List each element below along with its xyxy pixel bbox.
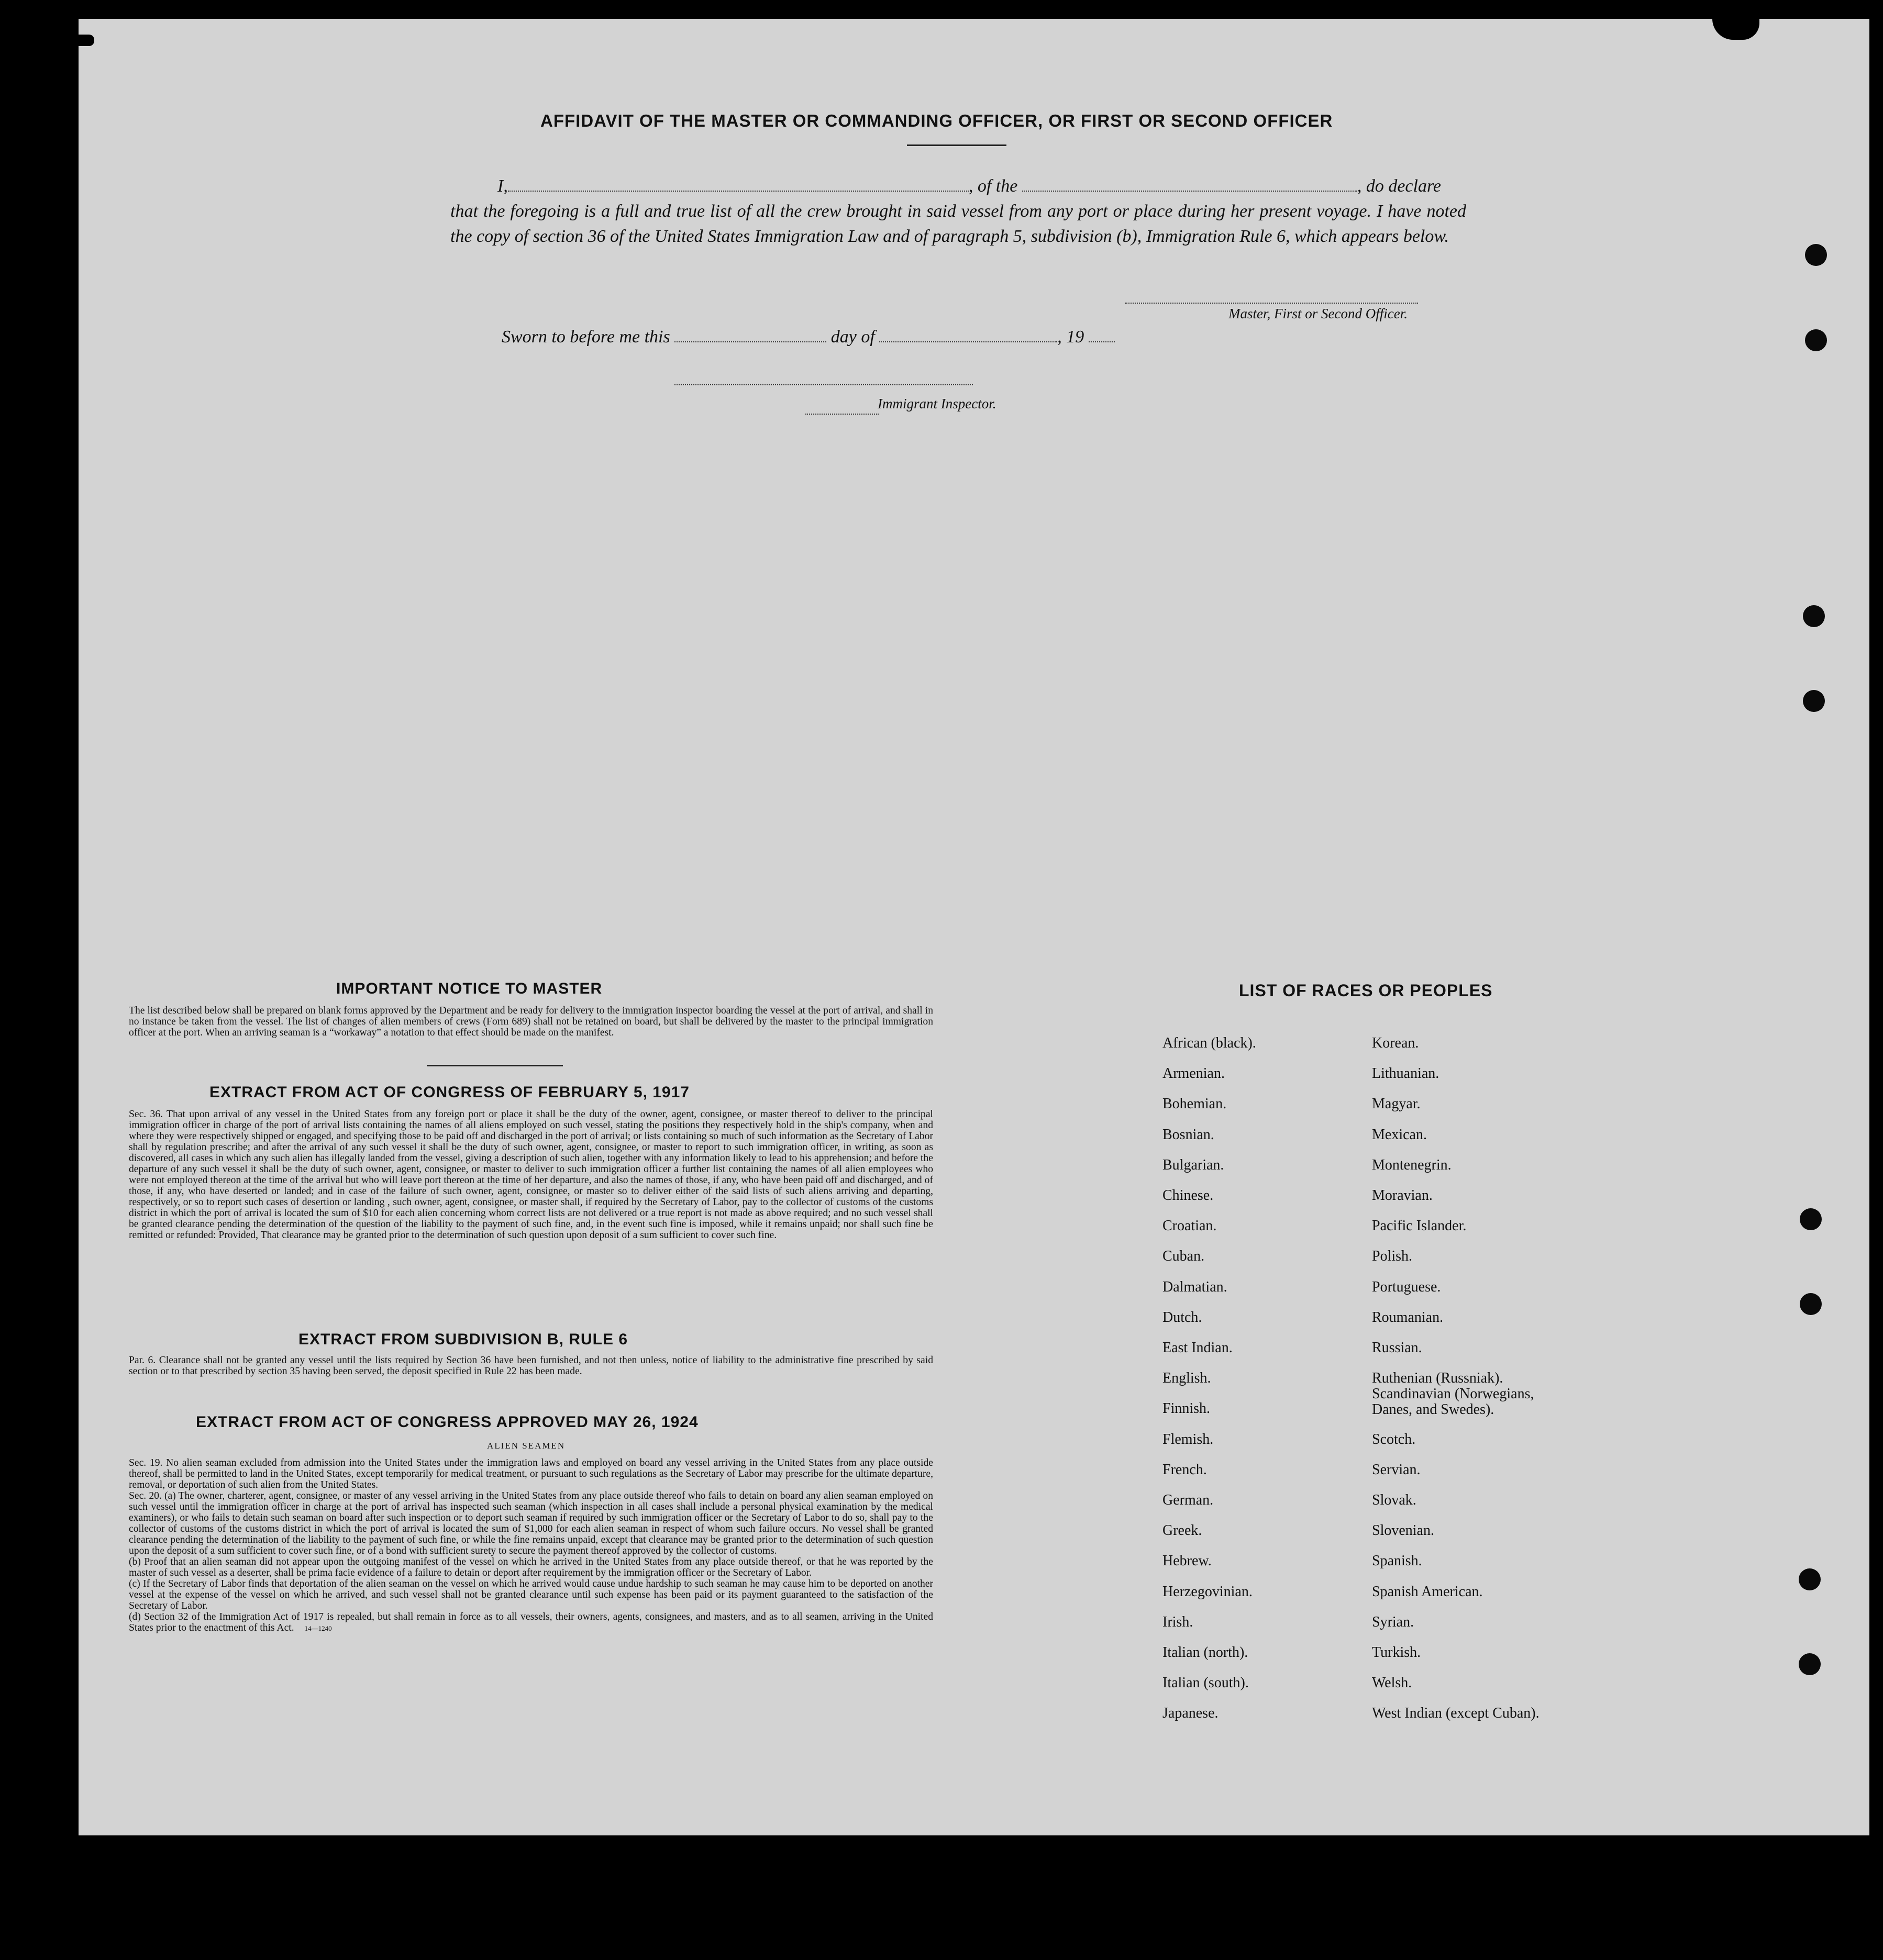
race-item-right: Welsh.: [1372, 1675, 1412, 1691]
alien-seamen-subtitle: ALIEN SEAMEN: [487, 1441, 566, 1451]
race-item-left: Irish.: [1162, 1613, 1193, 1630]
punch-hole: [1805, 244, 1827, 266]
race-item-right: Korean.: [1372, 1035, 1419, 1051]
races-title: LIST OF RACES OR PEOPLES: [1239, 981, 1493, 1000]
race-item-right: Pacific Islander.: [1372, 1218, 1467, 1234]
race-item-left: English.: [1162, 1370, 1211, 1387]
race-item-left: Dutch.: [1162, 1309, 1202, 1326]
declarant-name-blank[interactable]: [508, 177, 969, 192]
race-item-right: Lithuanian.: [1372, 1065, 1439, 1082]
inspector-short-line: [805, 413, 879, 415]
sec20c-paragraph: (c) If the Secretary of Labor finds that deportation of the alien seaman on the vessel on which he arrived would cause undue hardship to such seaman he may cause him to be deported on another vessel at the expense of the vessel on which he arrived, and such vessel shall not be granted clearance until such expense has been paid or its payment guaranteed to the satisfaction of the Secretary of Labor.: [129, 1578, 933, 1611]
race-item-left: Bohemian.: [1162, 1096, 1227, 1112]
race-item-left: Armenian.: [1162, 1065, 1225, 1082]
notice-divider: [427, 1065, 563, 1066]
race-item-right: Spanish American.: [1372, 1583, 1483, 1600]
race-item-left: Greek.: [1162, 1522, 1202, 1539]
race-item-left: French.: [1162, 1461, 1207, 1478]
notice-text: The list described below shall be prepared on blank forms approved by the Department and be ready for delivery to the immigration inspector boarding the vessel at the port of arrival, and shall in no instance be taken from the vessel. The list of changes of alien members of crews (Form 689) shall not be retained on board, but shall be delivered by the master to the principal immigration officer at the port. When an arriving seaman is a “workaway” a notation to that effect should be made on the manifest.: [129, 1005, 933, 1038]
race-item-left: German.: [1162, 1492, 1214, 1508]
year-label: , 19: [1057, 327, 1084, 347]
sworn-line: [450, 325, 1466, 350]
title-divider: [907, 144, 1006, 146]
race-item-right: Turkish.: [1372, 1644, 1421, 1661]
race-item-left: Italian (south).: [1162, 1675, 1249, 1691]
race-item-right: Ruthenian (Russniak).: [1372, 1370, 1503, 1387]
sworn-month-blank[interactable]: [879, 328, 1057, 342]
extract-1917-text: Sec. 36. That upon arrival of any vessel in the United States from any foreign port or place it shall be the duty of the owner, agent, consignee, or master thereof to deliver to the principal immigration officer in charge of the port of arrival lists containing the names of all aliens employed on such vessel, stating the positions they respectively hold in the ship's company, when and where they were respectively shipped or engaged, and specifying those to be paid off and discharged in the port of arrival; or lists containing so much of such information as the Secretary of Labor shall by regulation prescribe; and after the arrival of any such vessel it shall be the duty of such owner, agent, consignee, or master to report to such immigration officer, in writing, as soon as discovered, all cases in which any such alien has illegally landed from the vessel, giving a description of such alien, together with any information likely to lead to his apprehension; and before the departure of any such vessel it shall be the duty of such owner, agent, consignee, or master to deliver to such immigration officer a further list containing the names of all alien employees who were not employed thereon at the time of the arrival but who will leave port thereon at the time of her departure, and also the names of those, if any, who have been paid off and discharged, and of those, if any, who have deserted or landed; and in case of the failure of such owner, agent, consignee, or master so to deliver either of the said lists of such aliens arriving and departing, respectively, or so to report such cases of desertion or landing , such owner, agent, consignee, or master shall, if required by the Secretary of Labor, pay to the collector of customs of the customs district in which the port of arrival is located the sum of $10 for each alien concerning whom correct lists are not delivered or a true report is not made as above required; and no such vessel shall be granted clearance pending the determination of the question of the liability to the payment of such fine, and, in the event such fine is imposed, while it remains unpaid; nor shall such fine be remitted or refunded: Provided, That clearance may be granted prior to the determination of such question upon deposit of a sum sufficient to cover such fine.: [129, 1109, 933, 1241]
race-item-right: Roumanian.: [1372, 1309, 1444, 1326]
sec19-paragraph: Sec. 19. No alien seaman excluded from admission into the United States under the immigration laws and employed on board any vessel arriving in the United States from any place outside thereof, shall be permitted to land in the United States, except temporarily for medical treatment, or pursuant to such regulations as the Secretary of Labor may prescribe for the ultimate departure, removal, or deportation of such alien from the United States.: [129, 1457, 933, 1490]
race-item-right: Scandinavian (Norwegians, Danes, and Swedes).: [1372, 1386, 1534, 1418]
punch-hole: [1799, 1653, 1821, 1675]
race-item-left: African (black).: [1162, 1035, 1256, 1051]
master-signature-label: Master, First or Second Officer.: [1228, 306, 1408, 321]
race-item-right: Slovenian.: [1372, 1522, 1434, 1539]
race-item-left: Hebrew.: [1162, 1553, 1212, 1569]
race-item-right: Magyar.: [1372, 1096, 1421, 1112]
of-the-label: , of the: [968, 176, 1018, 196]
race-item-right: Polish.: [1372, 1248, 1413, 1265]
extract-rule6-text: Par. 6. Clearance shall not be granted any vessel until the lists required by Section 36 have been furnished, and not then unless, notice of liability to the administrative fine prescribed by said section or to that prescribed by section 35 having been served, the deposit specified in Rule 22 has been made.: [129, 1355, 933, 1377]
punch-hole: [1805, 329, 1827, 351]
race-item-left: East Indian.: [1162, 1340, 1233, 1356]
sworn-year-blank[interactable]: [1089, 328, 1115, 342]
sworn-day-blank[interactable]: [674, 328, 826, 342]
affidavit-title: AFFIDAVIT OF THE MASTER OR COMMANDING OFFICER, OR FIRST OR SECOND OFFICER: [540, 111, 1333, 130]
race-item-right: Servian.: [1372, 1461, 1421, 1478]
race-item-right: West Indian (except Cuban).: [1372, 1705, 1539, 1722]
top-corner-tear: [1712, 19, 1759, 40]
punch-hole: [1800, 1208, 1822, 1230]
race-item-right: Syrian.: [1372, 1613, 1414, 1630]
punch-hole: [1803, 605, 1825, 627]
race-item-right: Spanish.: [1372, 1553, 1422, 1569]
affidavit-text: that the foregoing is a full and true list of all the crew brought in said vessel from any port or place during her present voyage. I have noted the copy of section 36 of the United States Immigration Law and of paragraph 5, subdivision (b), Immigration Rule 6, which appears below.: [450, 202, 1466, 246]
punch-hole: [1800, 1293, 1822, 1315]
inspector-signature-line[interactable]: [674, 383, 973, 385]
race-item-right: Slovak.: [1372, 1492, 1416, 1508]
race-item-left: Cuban.: [1162, 1248, 1205, 1265]
race-item-left: Herzegovinian.: [1162, 1583, 1253, 1600]
document-sheet: [79, 19, 1869, 1835]
notice-title: IMPORTANT NOTICE TO MASTER: [336, 980, 603, 997]
inspector-label: Immigrant Inspector.: [878, 396, 996, 411]
race-item-right: Mexican.: [1372, 1126, 1427, 1143]
sworn-prefix: Sworn to before me this: [502, 327, 670, 347]
race-item-left: Croatian.: [1162, 1218, 1217, 1234]
master-signature-line[interactable]: [1125, 302, 1418, 304]
race-item-left: Bosnian.: [1162, 1126, 1214, 1143]
declarant-prefix: I,: [497, 176, 508, 196]
extract-1924-title: EXTRACT FROM ACT OF CONGRESS APPROVED MAY 26, 1924: [196, 1413, 699, 1431]
do-declare-label: , do declare: [1357, 176, 1442, 196]
sec20a-paragraph: Sec. 20. (a) The owner, charterer, agent, consignee, or master of any vessel arriving in the United States from any place outside thereof who fails to detain on board any alien seaman employed on such vessel until the immigration officer in charge at the port of arrival has inspected such seaman (which inspection in all cases shall include a personal physical examination by the medical examiners), or who fails to detain such seaman on board after such inspection or to deport such seaman if required by such immigration officer or the Secretary of Labor to do so, shall pay to the collector of customs of the customs district in which the port of arrival is located the sum of $1,000 for each alien seaman in respect of whom such failure occurs. No vessel shall be granted clearance pending the determination of the liability to the payment of such fine, or while the fine remains unpaid, except that clearance may be granted prior to the determination of such question upon the deposit of a sum sufficient to cover such fine, or of a bond with sufficient surety to secure the payment thereof approved by the collector of customs.: [129, 1490, 933, 1556]
top-left-notch: [79, 35, 94, 46]
vessel-name-blank[interactable]: [1022, 177, 1357, 192]
race-item-left: Finnish.: [1162, 1400, 1211, 1417]
extract-rule6-title: EXTRACT FROM SUBDIVISION B, RULE 6: [298, 1331, 628, 1348]
day-of-label: day of: [830, 327, 875, 347]
extract-1924-text: [129, 1457, 933, 1714]
race-item-right: Russian.: [1372, 1340, 1422, 1356]
race-item-right: Portuguese.: [1372, 1278, 1441, 1295]
race-item-right: Scotch.: [1372, 1431, 1416, 1447]
affidavit-declaration-line: [450, 174, 1466, 199]
extract-1917-title: EXTRACT FROM ACT OF CONGRESS OF FEBRUARY 5, 1917: [209, 1084, 690, 1101]
affidavit-body: [450, 174, 1466, 249]
race-item-left: Bulgarian.: [1162, 1156, 1224, 1173]
race-item-right: Moravian.: [1372, 1187, 1433, 1204]
race-item-left: Japanese.: [1162, 1705, 1219, 1722]
sec20d-text: (d) Section 32 of the Immigration Act of 1917 is repealed, but shall remain in force as to all vessels, their owners, agents, consignees, and masters, and as to all seamen, arriving in the United States prior to the enactment of this Act.: [129, 1611, 933, 1633]
race-item-left: Flemish.: [1162, 1431, 1214, 1447]
sec20b-paragraph: (b) Proof that an alien seaman did not appear upon the outgoing manifest of the vessel on which he arrived in the United States from any place outside thereof, or that he was reported by the master of such vessel as a deserter, shall be prima facie evidence of a failure to detain or deport after requirement by the immigration officer or the Secretary of Labor.: [129, 1556, 933, 1578]
sec20d-paragraph: [129, 1611, 933, 1634]
race-item-left: Chinese.: [1162, 1187, 1214, 1204]
race-item-right: Montenegrin.: [1372, 1156, 1452, 1173]
punch-hole: [1803, 690, 1825, 712]
race-item-left: Italian (north).: [1162, 1644, 1248, 1661]
race-item-left: Dalmatian.: [1162, 1278, 1227, 1295]
punch-hole: [1799, 1568, 1821, 1590]
form-number: 14—1240: [304, 1624, 332, 1632]
